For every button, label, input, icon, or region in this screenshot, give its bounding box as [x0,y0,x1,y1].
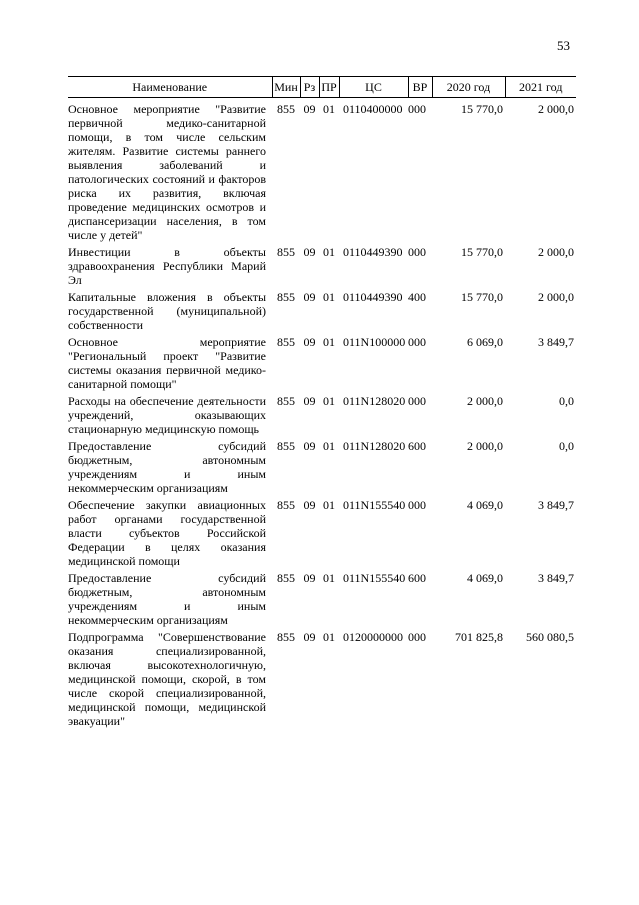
row-vr: 000 [408,245,426,259]
row-2020: 2 000,0 [467,394,503,408]
table-row [68,245,576,290]
row-vr: 000 [408,394,426,408]
row-vr: 400 [408,290,426,304]
row-2021: 3 849,7 [538,335,574,349]
row-name: Обеспечение закупки авиационных работ органами государственной власти субъектов Российской Федерации в целях оказания медицинской помощи [68,498,266,568]
row-2021: 3 849,7 [538,498,574,512]
row-rz: 09 [303,439,316,453]
row-pr: 01 [323,630,335,644]
row-vr: 600 [408,439,426,453]
budget-table [68,76,576,731]
row-name: Предоставление субсидий бюджетным, автономным учреждениям и иным некоммерческим организациям [68,439,266,495]
row-cs: 0120000000 [343,630,403,644]
row-rz: 09 [303,394,316,408]
table-row [68,335,576,394]
row-2020: 701 825,8 [455,630,503,644]
row-name: Предоставление субсидий бюджетным, автономным учреждениям и иным некоммерческим организациям [68,571,266,627]
row-rz: 09 [303,630,316,644]
row-pr: 01 [323,439,335,453]
row-name: Подпрограмма "Совершенствование оказания специализированной, включая высокотехнологичную, медицинской помощи, скорой, в том числе скорой специализированной, медицинской помощи, медицинской эвакуации" [68,630,266,728]
row-2021: 0,0 [559,439,574,453]
row-2020: 6 069,0 [467,335,503,349]
row-2020: 15 770,0 [461,102,503,116]
row-cs: 0110400000 [343,102,403,116]
row-2020: 2 000,0 [467,439,503,453]
col-header-min: Мин [272,77,300,98]
row-min: 855 [277,439,295,453]
row-rz: 09 [303,245,316,259]
row-rz: 09 [303,102,316,116]
row-min: 855 [277,290,295,304]
table-row [68,102,576,245]
col-header-vr: ВР [408,77,432,98]
row-2021: 2 000,0 [538,245,574,259]
row-2021: 3 849,7 [538,571,574,585]
row-min: 855 [277,630,295,644]
row-cs: 011N155540 [343,571,406,585]
col-header-2020: 2020 год [432,77,505,98]
row-2020: 4 069,0 [467,498,503,512]
col-header-2021: 2021 год [505,77,576,98]
row-rz: 09 [303,571,316,585]
table-row [68,498,576,571]
row-name: Основное мероприятие "Развитие первичной медико-санитарной помощи, в том числе сельским жителям. Развитие системы раннего выявления заболеваний и патологических состояний и факторов риска их развития, включая проведение медицинских осмотров и диспансеризации населения, в том числе у детей" [68,102,266,242]
row-min: 855 [277,498,295,512]
table-row [68,290,576,335]
page-number: 53 [557,38,570,53]
row-cs: 011N128020 [343,394,406,408]
row-name: Основное мероприятие "Региональный проект "Развитие системы оказания первичной медико-санитарной помощи" [68,335,266,391]
row-pr: 01 [323,290,335,304]
row-name: Капитальные вложения в объекты государственной (муниципальной) собственности [68,290,266,332]
row-vr: 000 [408,630,426,644]
row-cs: 011N100000 [343,335,406,349]
col-header-name: Наименование [68,77,272,98]
row-cs: 011N128020 [343,439,406,453]
row-vr: 600 [408,571,426,585]
row-2021: 560 080,5 [526,630,574,644]
row-min: 855 [277,571,295,585]
row-rz: 09 [303,290,316,304]
row-min: 855 [277,245,295,259]
row-pr: 01 [323,335,335,349]
col-header-cs: ЦС [339,77,408,98]
row-2021: 2 000,0 [538,290,574,304]
row-2020: 15 770,0 [461,290,503,304]
row-vr: 000 [408,335,426,349]
row-vr: 000 [408,102,426,116]
table-row [68,571,576,630]
row-cs: 0110449390 [343,290,403,304]
row-min: 855 [277,335,295,349]
table-header-row [68,77,576,98]
col-header-rz: Рз [300,77,319,98]
row-pr: 01 [323,102,335,116]
row-rz: 09 [303,335,316,349]
table-row [68,394,576,439]
row-pr: 01 [323,245,335,259]
row-pr: 01 [323,394,335,408]
col-header-pr: ПР [319,77,339,98]
row-2021: 2 000,0 [538,102,574,116]
row-2020: 4 069,0 [467,571,503,585]
row-min: 855 [277,394,295,408]
row-cs: 0110449390 [343,245,403,259]
row-min: 855 [277,102,295,116]
row-pr: 01 [323,498,335,512]
row-pr: 01 [323,571,335,585]
row-rz: 09 [303,498,316,512]
table-row [68,630,576,731]
row-2021: 0,0 [559,394,574,408]
row-vr: 000 [408,498,426,512]
table-row [68,439,576,498]
row-2020: 15 770,0 [461,245,503,259]
row-name: Расходы на обеспечение деятельности учреждений, оказывающих стационарную медицинскую помощь [68,394,266,436]
row-cs: 011N155540 [343,498,406,512]
row-name: Инвестиции в объекты здравоохранения Республики Марий Эл [68,245,266,287]
